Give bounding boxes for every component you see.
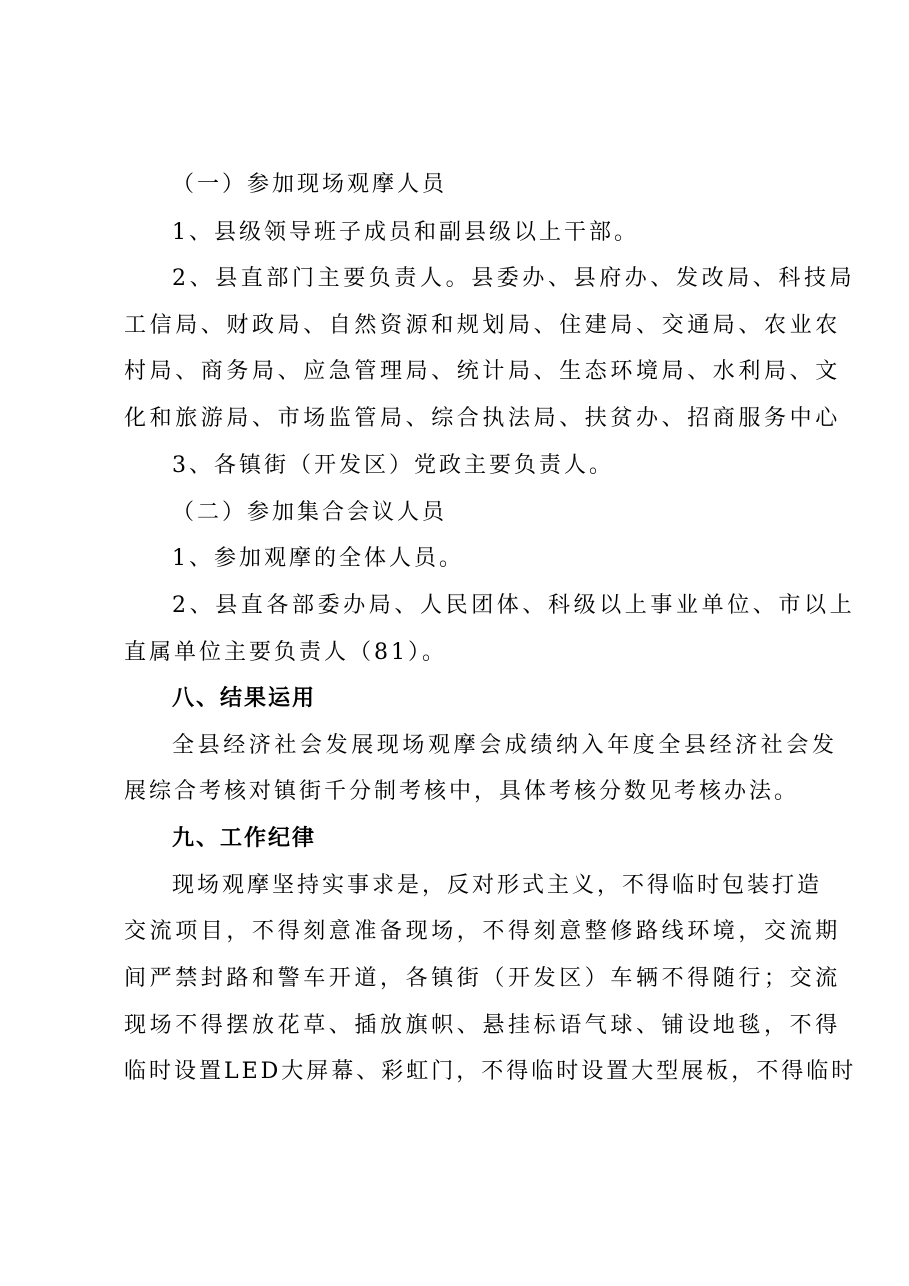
paragraph-line: 村局、商务局、应急管理局、统计局、生态环境局、水利局、文 xyxy=(124,359,841,384)
paragraph-line: 工信局、财政局、自然资源和规划局、住建局、交通局、农业农 xyxy=(124,313,841,338)
list-item-department-units: 2、县直各部委办局、人民团体、科级以上事业单位、市以上 xyxy=(172,593,856,618)
paragraph-line: 现场观摩坚持实事求是，反对形式主义，不得临时包装打造 xyxy=(172,873,823,898)
paragraph-line: 交流项目，不得刻意准备现场，不得刻意整修路线环境，交流期 xyxy=(124,919,841,944)
paragraph-line: 直属单位主要负责人（81）。 xyxy=(124,640,447,665)
paragraph-line: 全县经济社会发展现场观摩会成绩纳入年度全县经济社会发 xyxy=(172,733,838,758)
paragraph-line: 展综合考核对镇街千分制考核中，具体考核分数见考核办法。 xyxy=(124,779,800,804)
list-item-town-leaders: 3、各镇街（开发区）党政主要负责人。 xyxy=(172,453,614,478)
list-item-department-heads: 2、县直部门主要负责人。县委办、县府办、发改局、科技局 xyxy=(172,266,856,291)
section-heading-results: 八、结果运用 xyxy=(172,686,317,711)
subheading-meeting-attendees: （二）参加集合会议人员 xyxy=(172,500,448,525)
paragraph-line: 间严禁封路和警车开道，各镇街（开发区）车辆不得随行；交流 xyxy=(124,966,841,991)
paragraph-line: 现场不得摆放花草、插放旗帜、悬挂标语气球、铺设地毯，不得 xyxy=(124,1013,841,1038)
section-heading-discipline: 九、工作纪律 xyxy=(172,826,317,851)
paragraph-line: 临时设置LED大屏幕、彩虹门，不得临时设置大型展板，不得临时 xyxy=(124,1059,857,1084)
paragraph-line: 化和旅游局、市场监管局、综合执法局、扶贫办、招商服务中心 xyxy=(124,406,841,431)
list-item-county-leaders: 1、县级领导班子成员和副县级以上干部。 xyxy=(172,220,639,245)
list-item-all-observers: 1、参加观摩的全体人员。 xyxy=(172,546,464,571)
subheading-on-site-attendees: （一）参加现场观摩人员 xyxy=(172,172,448,197)
